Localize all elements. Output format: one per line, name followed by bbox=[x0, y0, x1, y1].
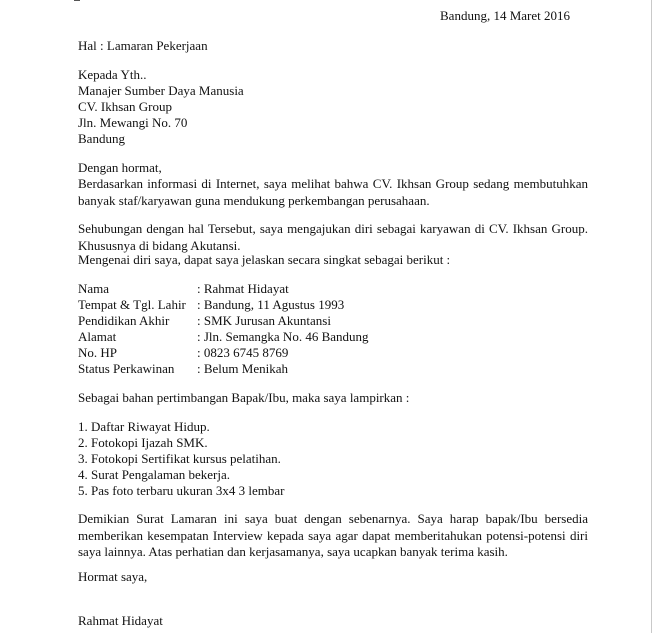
list-item: 2. Fotokopi Ijazah SMK. bbox=[78, 435, 208, 450]
list-item: 3. Fotokopi Sertifikat kursus pelatihan. bbox=[78, 451, 281, 466]
recipient-line-1: Kepada Yth.. bbox=[78, 67, 147, 82]
detail-label: Pendidikan Akhir bbox=[78, 313, 170, 328]
recipient-line-4: Jln. Mewangi No. 70 bbox=[78, 115, 188, 130]
recipient-line-2: Manajer Sumber Daya Manusia bbox=[78, 83, 244, 98]
list-item: 1. Daftar Riwayat Hidup. bbox=[78, 419, 210, 434]
detail-value: : Bandung, 11 Agustus 1993 bbox=[197, 297, 345, 312]
paragraph-2: Sehubungan dengan hal Tersebut, saya mengajukan diri sebagai karyawan di CV. Ikhsan Group. Khususnya di bidang Akutansi. bbox=[78, 221, 588, 253]
detail-label: No. HP bbox=[78, 345, 118, 360]
detail-value: : 0823 6745 8769 bbox=[197, 345, 289, 360]
detail-value: : Rahmat Hidayat bbox=[197, 281, 289, 296]
attachments-intro: Sebagai bahan pertimbangan Bapak/Ibu, maka saya lampirkan : bbox=[78, 390, 410, 405]
page-corner-mark bbox=[74, 0, 80, 1]
recipient-line-3: CV. Ikhsan Group bbox=[78, 99, 173, 114]
detail-value: : SMK Jurusan Akuntansi bbox=[197, 313, 331, 328]
detail-value: : Jln. Semangka No. 46 Bandung bbox=[197, 329, 369, 344]
detail-label: Status Perkawinan bbox=[78, 361, 175, 376]
detail-label: Alamat bbox=[78, 329, 117, 344]
list-item: 5. Pas foto terbaru ukuran 3x4 3 lembar bbox=[78, 483, 285, 498]
paragraph-1: Berdasarkan informasi di Internet, saya melihat bahwa CV. Ikhsan Group sedang membutuhkan banyak staf/karyawan guna mendukung perkembangan perusahaan. bbox=[78, 176, 588, 208]
detail-value: : Belum Menikah bbox=[197, 361, 288, 376]
details-intro: Mengenai diri saya, dapat saya jelaskan secara singkat sebagai berikut : bbox=[78, 252, 451, 267]
letter-date: Bandung, 14 Maret 2016 bbox=[440, 8, 570, 23]
recipient-line-5: Bandung bbox=[78, 131, 125, 146]
greeting: Dengan hormat, bbox=[78, 160, 162, 175]
detail-label: Tempat & Tgl. Lahir bbox=[78, 297, 186, 312]
letter-subject: Hal : Lamaran Pekerjaan bbox=[78, 38, 208, 53]
list-item: 4. Surat Pengalaman bekerja. bbox=[78, 467, 230, 482]
signature-name: Rahmat Hidayat bbox=[78, 613, 163, 628]
detail-label: Nama bbox=[78, 281, 110, 296]
closing-salutation: Hormat saya, bbox=[78, 569, 148, 584]
closing-paragraph: Demikian Surat Lamaran ini saya buat dengan sebenarnya. Saya harap bapak/Ibu bersedia memberikan kesempatan Interview kepada saya agar dapat memberitahukan potensi-potensi diri saya lainnya. Atas perhatian dan kerjasamanya, saya ucapkan banyak terima kasih. bbox=[78, 511, 588, 559]
